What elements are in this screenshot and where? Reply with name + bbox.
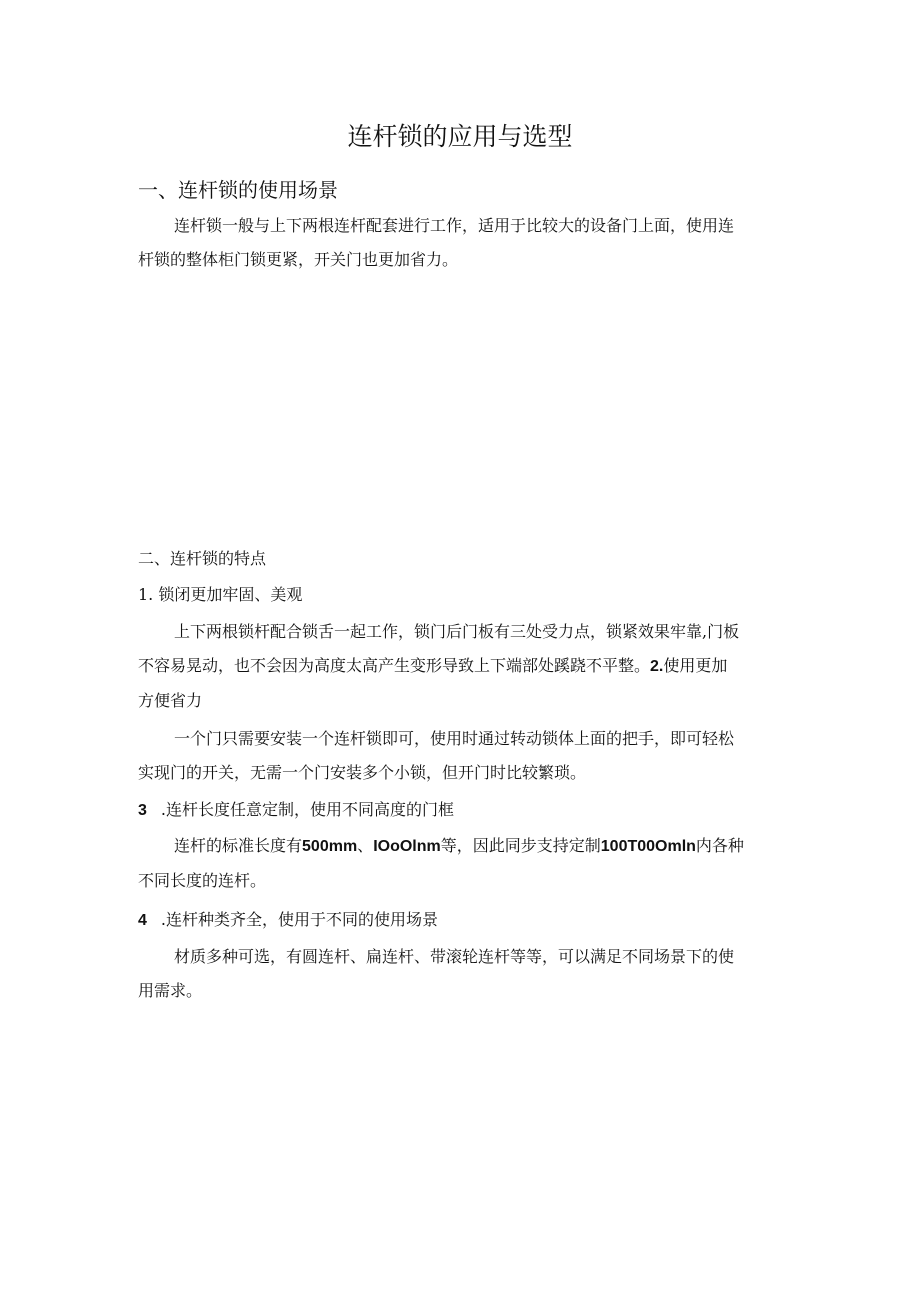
- paragraph-line: [138, 829, 778, 864]
- section2-heading: 二、连杆锁的特点: [138, 549, 267, 568]
- paragraph-text: 连杆的标准长度有: [174, 836, 303, 855]
- document-title: 连杆锁的应用与选型: [347, 122, 573, 151]
- paragraph-line: 连杆锁一般与上下两根连杆配套进行工作，适用于比较大的设备门上面，使用连: [174, 216, 735, 235]
- item3-title: .连杆长度任意定制，使用不同高度的门框: [160, 800, 454, 819]
- paragraph-line: [138, 649, 778, 684]
- paragraph-line: 杆锁的整体柜门锁更紧，开关门也更加省力。: [138, 250, 459, 269]
- section1-paragraph: [138, 209, 778, 277]
- item3-paragraph: [138, 829, 778, 898]
- item3-title-row: [138, 795, 454, 826]
- item2-number: 2.: [650, 658, 664, 675]
- paragraph-line: 一个门只需要安装一个连杆锁即可，使用时通过转动锁体上面的把手，即可轻松: [174, 729, 735, 748]
- item2-title-end: 方便省力: [138, 691, 203, 710]
- paragraph-text: 内各种: [695, 836, 744, 855]
- section1-heading: 一、连杆锁的使用场景: [138, 178, 338, 202]
- item4-number: 4: [138, 912, 147, 929]
- item1-title: 1. 锁闭更加牢固、美观: [138, 585, 303, 604]
- length-range-value: 100T00Omln: [600, 838, 696, 855]
- paragraph-line: 上下两根锁杆配合锁舌一起工作，锁门后门板有三处受力点，锁紧效果牢靠,门板: [174, 622, 740, 641]
- paragraph-line: 用需求。: [138, 981, 203, 1000]
- item2-title-start: 使用更加: [663, 656, 728, 675]
- item4-paragraph: [138, 940, 778, 1008]
- length-value: 500mm: [302, 838, 358, 855]
- item1-paragraph: [138, 615, 778, 718]
- item4-title: .连杆种类齐全，使用于不同的使用场景: [160, 910, 438, 929]
- paragraph-line: 材质多种可选，有圆连杆、扁连杆、带滚轮连杆等等，可以满足不同场景下的使: [174, 947, 735, 966]
- item2-paragraph: [138, 722, 778, 790]
- item4-title-row: [138, 905, 438, 936]
- item3-number: 3: [138, 802, 147, 819]
- paragraph-text: 不容易晃动，也不会因为高度太高产生变形导致上下端部处蹊跷不平整。: [138, 656, 651, 675]
- paragraph-line: 实现门的开关，无需一个门安装多个小锁，但开门时比较繁琐。: [138, 763, 587, 782]
- paragraph-text: 、: [357, 836, 374, 855]
- length-value: IOoOlnm: [373, 838, 441, 855]
- paragraph-text: 等，因此同步支持定制: [440, 836, 601, 855]
- paragraph-line: 不同长度的连杆。: [138, 871, 267, 890]
